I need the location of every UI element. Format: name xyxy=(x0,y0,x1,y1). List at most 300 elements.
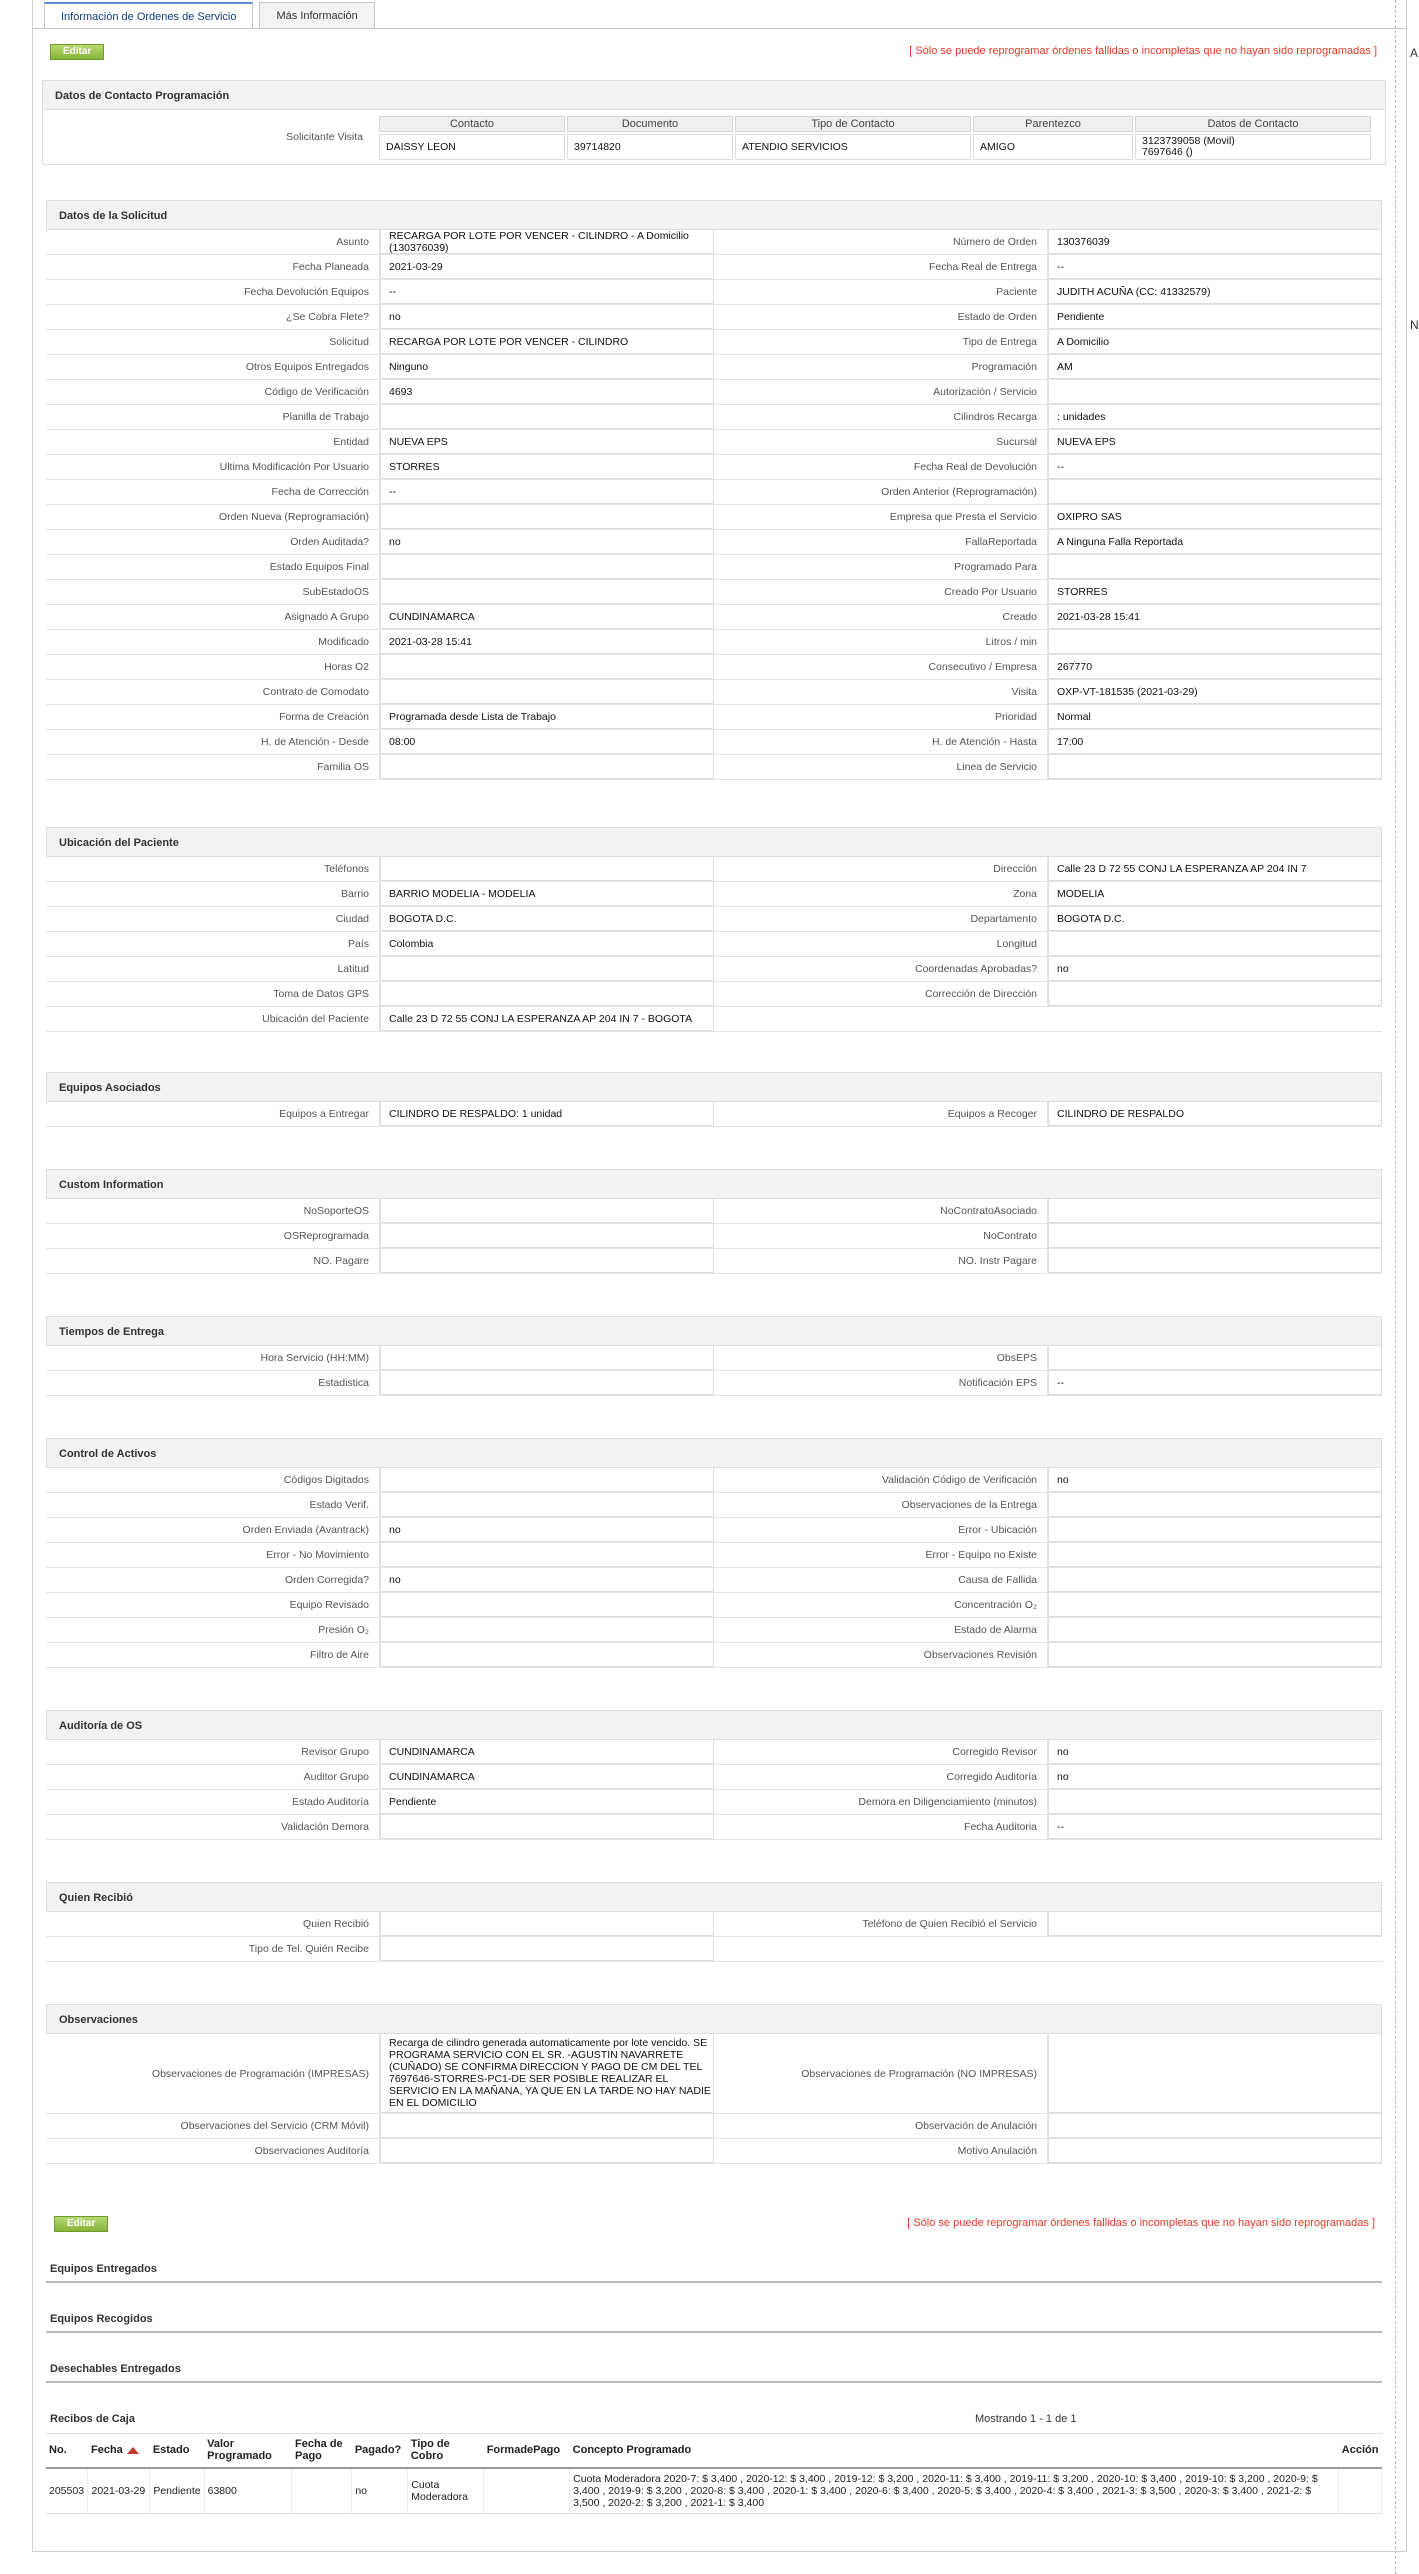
label-consecutivo-empresa: Consecutivo / Empresa xyxy=(714,655,1048,679)
section-solicitud xyxy=(46,200,1382,780)
label-observaciones-auditoria: Observaciones Auditoría xyxy=(46,2139,380,2163)
label-demora-en-diligenciamiento-minutos: Demora en Diligenciamiento (minutos) xyxy=(714,1790,1048,1814)
rule-entregados xyxy=(46,2281,1382,2283)
value-equipo-revisado xyxy=(380,1593,714,1617)
section-title: Tiempos de Entrega xyxy=(46,1316,1382,1346)
label-telefono-de-quien-recibio-el-servicio: Teléfono de Quien Recibió el Servicio xyxy=(714,1912,1048,1936)
label-no-instr-pagare: NO. Instr Pagare xyxy=(714,1249,1048,1273)
field-row xyxy=(46,2034,1382,2114)
label-h-de-atencion-hasta: H. de Atención - Hasta xyxy=(714,730,1048,754)
label-codigo-de-verificacion: Código de Verificación xyxy=(46,380,380,404)
col-datos-contacto: Datos de Contacto xyxy=(1135,116,1371,132)
value-paciente: JUDITH ACUÑA (CC: 41332579) xyxy=(1048,280,1382,304)
label-horas-o2: Horas O2 xyxy=(46,655,380,679)
label-motivo-anulacion: Motivo Anulación xyxy=(714,2139,1048,2163)
field-row xyxy=(46,555,1382,580)
label-entidad: Entidad xyxy=(46,430,380,454)
label-pais: País xyxy=(46,932,380,956)
label-litros-min: Litros / min xyxy=(714,630,1048,654)
col-fecha-pago[interactable]: Fecha de Pago xyxy=(292,2434,352,2468)
label-telefonos: Teléfonos xyxy=(46,857,380,881)
value-contrato-de-comodato xyxy=(380,680,714,704)
label-modificado: Modificado xyxy=(46,630,380,654)
col-forma-pago[interactable]: FormadePago xyxy=(484,2434,570,2468)
label-se-cobra-flete: ¿Se Cobra Flete? xyxy=(46,305,380,329)
label-filtro-de-aire: Filtro de Aire xyxy=(46,1643,380,1667)
section-title: Custom Information xyxy=(46,1169,1382,1199)
value-orden-auditada: no xyxy=(380,530,714,554)
section-activos xyxy=(46,1438,1382,1668)
label-contrato-de-comodato: Contrato de Comodato xyxy=(46,680,380,704)
value-numero-de-orden: 130376039 xyxy=(1048,230,1382,254)
label-ciudad: Ciudad xyxy=(46,907,380,931)
recibo-fecha-pago xyxy=(292,2468,352,2514)
col-tipo-cobro[interactable]: Tipo de Cobro xyxy=(408,2434,484,2468)
field-row xyxy=(46,1790,1382,1815)
value-fecha-auditoria: -- xyxy=(1048,1815,1382,1839)
field-row xyxy=(46,330,1382,355)
section-tiempos xyxy=(46,1316,1382,1396)
label-zona: Zona xyxy=(714,882,1048,906)
label-barrio: Barrio xyxy=(46,882,380,906)
recibo-pagado: no xyxy=(352,2468,408,2514)
section-title: Datos de la Solicitud xyxy=(46,200,1382,230)
value-error-no-movimiento xyxy=(380,1543,714,1567)
value-asignado-a-grupo: CUNDINAMARCA xyxy=(380,605,714,629)
label-obseps: ObsEPS xyxy=(714,1346,1048,1370)
value-notificacion-eps: -- xyxy=(1048,1371,1382,1395)
sort-ascending-icon xyxy=(127,2447,139,2454)
field-row xyxy=(46,1346,1382,1371)
value-estado-verif xyxy=(380,1493,714,1517)
label-programado-para: Programado Para xyxy=(714,555,1048,579)
value-entidad: NUEVA EPS xyxy=(380,430,714,454)
field-row xyxy=(46,1643,1382,1668)
value-forma-de-creacion: Programada desde Lista de Trabajo xyxy=(380,705,714,729)
value-nocontratoasociado xyxy=(1048,1199,1382,1223)
value-fecha-real-de-devolucion: -- xyxy=(1048,455,1382,479)
value-modificado: 2021-03-28 15:41 xyxy=(380,630,714,654)
label-otros-equipos-entregados: Otros Equipos Entregados xyxy=(46,355,380,379)
value-familia-os xyxy=(380,755,714,779)
value-linea-de-servicio xyxy=(1048,755,1382,779)
side-fragment-n: N xyxy=(1410,318,1419,332)
value-empresa-que-presta-el-servicio: OXIPRO SAS xyxy=(1048,505,1382,529)
label-fallareportada: FallaReportada xyxy=(714,530,1048,554)
label-longitud: Longitud xyxy=(714,932,1048,956)
label-asunto: Asunto xyxy=(46,230,380,254)
value-ubicacion-del-paciente: Calle 23 D 72 55 CONJ LA ESPERANZA AP 204 IN 7 - BOGOTA xyxy=(380,1007,714,1031)
value-telefono-de-quien-recibio-el-servicio xyxy=(1048,1912,1382,1936)
field-row xyxy=(46,982,1382,1007)
value-litros-min xyxy=(1048,630,1382,654)
label-prioridad: Prioridad xyxy=(714,705,1048,729)
label-direccion: Dirección xyxy=(714,857,1048,881)
label-cilindros-recarga: Cilindros Recarga xyxy=(714,405,1048,429)
col-fecha-label: Fecha xyxy=(90,2444,123,2457)
label-validacion-codigo-de-verificacion: Validación Código de Verificación xyxy=(714,1468,1048,1492)
field-row xyxy=(46,1199,1382,1224)
field-row xyxy=(46,932,1382,957)
field-row xyxy=(46,1593,1382,1618)
field-row xyxy=(46,907,1382,932)
recibos-table xyxy=(46,2433,1382,2514)
value-solicitud: RECARGA POR LOTE POR VENCER - CILINDRO xyxy=(380,330,714,354)
value-direccion: Calle 23 D 72 55 CONJ LA ESPERANZA AP 204 IN 7 xyxy=(1048,857,1382,881)
col-documento: Documento xyxy=(567,116,733,132)
field-row xyxy=(46,705,1382,730)
equipos-entregados-title: Equipos Entregados xyxy=(50,2263,157,2275)
value-consecutivo-empresa: 267770 xyxy=(1048,655,1382,679)
field-row xyxy=(46,280,1382,305)
label-concentracion-o: Concentración O₂ xyxy=(714,1593,1048,1617)
section-equipos xyxy=(46,1072,1382,1127)
value-obseps xyxy=(1048,1346,1382,1370)
field-row xyxy=(46,405,1382,430)
label-fecha-real-de-entrega: Fecha Real de Entrega xyxy=(714,255,1048,279)
solicitante-label: Solicitante Visita xyxy=(286,131,363,143)
field-row xyxy=(46,455,1382,480)
field-row xyxy=(46,1618,1382,1643)
value-estado-equipos-final xyxy=(380,555,714,579)
value-departamento: BOGOTA D.C. xyxy=(1048,907,1382,931)
field-row xyxy=(46,857,1382,882)
col-pagado[interactable]: Pagado? xyxy=(352,2434,408,2468)
field-row xyxy=(46,580,1382,605)
field-row xyxy=(46,1740,1382,1765)
field-row xyxy=(46,505,1382,530)
value-fecha-de-correccion: -- xyxy=(380,480,714,504)
pagination-text: Mostrando 1 - 1 de 1 xyxy=(975,2413,1077,2425)
field-row xyxy=(46,305,1382,330)
section-title: Equipos Asociados xyxy=(46,1072,1382,1102)
rule-desechables xyxy=(46,2381,1382,2383)
label-osreprogramada: OSReprogramada xyxy=(46,1224,380,1248)
equipos-recogidos-title: Equipos Recogidos xyxy=(50,2313,153,2325)
value-observaciones-de-programacion-impresas: Recarga de cilindro generada automaticamente por lote vencido. SE PROGRAMA SERVICIO CON EL SR. -AGUSTIN NAVARRETE (CUÑADO) SE CONFIRMA DIRECCION Y PAGO DE CM DEL TEL 7697646-STORRES-PC1-DE SER POSIBLE REALIZAR EL SERVICIO EN LA MAÑANA, YA QUE EN LA TARDE NO HAY NADIE EN EL DOMICILIO xyxy=(380,2034,714,2113)
section-title: Ubicación del Paciente xyxy=(46,827,1382,857)
label-auditor-grupo: Auditor Grupo xyxy=(46,1765,380,1789)
field-row xyxy=(46,355,1382,380)
label-familia-os: Familia OS xyxy=(46,755,380,779)
value-estado-de-alarma xyxy=(1048,1618,1382,1642)
field-row xyxy=(46,380,1382,405)
value-fecha-planeada: 2021-03-29 xyxy=(380,255,714,279)
value-observaciones-del-servicio-crm-movil xyxy=(380,2114,714,2138)
value-quien-recibio xyxy=(380,1912,714,1936)
recibo-valor: 63800 xyxy=(204,2468,292,2514)
field-row xyxy=(46,1007,1382,1032)
value-observacion-de-anulacion xyxy=(1048,2114,1382,2138)
label-latitud: Latitud xyxy=(46,957,380,981)
label-tipo-de-tel-quien-recibe: Tipo de Tel. Quién Recibe xyxy=(46,1937,380,1961)
value-motivo-anulacion xyxy=(1048,2139,1382,2163)
reprogram-warning-bottom: [ Sólo se puede reprogramar órdenes fallidas o incompletas que no hayan sido reprogramadas ] xyxy=(907,2217,1375,2229)
label-ultima-modificacion-por-usuario: Ultima Modificación Por Usuario xyxy=(46,455,380,479)
recibos-title: Recibos de Caja xyxy=(50,2413,135,2425)
value-codigos-digitados xyxy=(380,1468,714,1492)
field-row xyxy=(46,1493,1382,1518)
value-estado-de-orden: Pendiente xyxy=(1048,305,1382,329)
value-latitud xyxy=(380,957,714,981)
label-fecha-planeada: Fecha Planeada xyxy=(46,255,380,279)
value-orden-nueva-reprogramacion xyxy=(380,505,714,529)
label-error-equipo-no-existe: Error - Equipo no Existe xyxy=(714,1543,1048,1567)
tab-mas-informacion[interactable]: Más Información xyxy=(259,2,374,28)
contact-table-wrap xyxy=(42,110,1386,165)
label-corregido-revisor: Corregido Revisor xyxy=(714,1740,1048,1764)
value-demora-en-diligenciamiento-minutos xyxy=(1048,1790,1382,1814)
field-row xyxy=(46,605,1382,630)
value-programado-para xyxy=(1048,555,1382,579)
label-nocontrato: NoContrato xyxy=(714,1224,1048,1248)
contact-relationship: AMIGO xyxy=(973,134,1133,160)
value-ultima-modificacion-por-usuario: STORRES xyxy=(380,455,714,479)
label-h-de-atencion-desde: H. de Atención - Desde xyxy=(46,730,380,754)
desechables-title: Desechables Entregados xyxy=(50,2363,181,2375)
recibo-fecha: 2021-03-29 xyxy=(88,2468,150,2514)
label-visita: Visita xyxy=(714,680,1048,704)
contact-data: 3123739058 (Movil) 7697646 () xyxy=(1135,134,1371,160)
label-estado-de-alarma: Estado de Alarma xyxy=(714,1618,1048,1642)
value-orden-anterior-reprogramacion xyxy=(1048,480,1382,504)
section-title: Quien Recibió xyxy=(46,1882,1382,1912)
label-error-ubicacion: Error - Ubicación xyxy=(714,1518,1048,1542)
recibo-tipo-cobro: Cuota Moderadora xyxy=(408,2468,484,2514)
value-h-de-atencion-desde: 08:00 xyxy=(380,730,714,754)
value-correccion-de-direccion xyxy=(1048,982,1382,1006)
col-valor[interactable]: Valor Programado xyxy=(204,2434,292,2468)
label-toma-de-datos-gps: Toma de Datos GPS xyxy=(46,982,380,1006)
label-causa-de-fallida: Causa de Fallida xyxy=(714,1568,1048,1592)
label-nocontratoasociado: NoContratoAsociado xyxy=(714,1199,1048,1223)
value-visita: OXP-VT-181535 (2021-03-29) xyxy=(1048,680,1382,704)
section-quien xyxy=(46,1882,1382,1962)
label-estado-verif: Estado Verif. xyxy=(46,1493,380,1517)
field-row xyxy=(46,630,1382,655)
value-zona: MODELIA xyxy=(1048,882,1382,906)
value-otros-equipos-entregados: Ninguno xyxy=(380,355,714,379)
value-creado: 2021-03-28 15:41 xyxy=(1048,605,1382,629)
label-observaciones-revision: Observaciones Revisión xyxy=(714,1643,1048,1667)
section-title: Control de Activos xyxy=(46,1438,1382,1468)
value-horas-o2 xyxy=(380,655,714,679)
label-orden-enviada-avantrack: Orden Enviada (Avantrack) xyxy=(46,1518,380,1542)
field-row xyxy=(46,530,1382,555)
col-estado[interactable]: Estado xyxy=(150,2434,204,2468)
label-orden-nueva-reprogramacion: Orden Nueva (Reprogramación) xyxy=(46,505,380,529)
label-estadistica: Estadistica xyxy=(46,1371,380,1395)
value-longitud xyxy=(1048,932,1382,956)
value-fallareportada: A Ninguna Falla Reportada xyxy=(1048,530,1382,554)
field-row xyxy=(46,755,1382,780)
label-empresa-que-presta-el-servicio: Empresa que Presta el Servicio xyxy=(714,505,1048,529)
label-observaciones-del-servicio-crm-movil: Observaciones del Servicio (CRM Móvil) xyxy=(46,2114,380,2138)
value-cilindros-recarga: : unidades xyxy=(1048,405,1382,429)
recibo-forma-pago xyxy=(484,2468,570,2514)
value-creado-por-usuario: STORRES xyxy=(1048,580,1382,604)
value-orden-corregida: no xyxy=(380,1568,714,1592)
field-row xyxy=(46,957,1382,982)
value-telefonos xyxy=(380,857,714,881)
label-linea-de-servicio: Linea de Servicio xyxy=(714,755,1048,779)
value-error-equipo-no-existe xyxy=(1048,1543,1382,1567)
value-fecha-real-de-entrega: -- xyxy=(1048,255,1382,279)
value-observaciones-revision xyxy=(1048,1643,1382,1667)
rule-recogidos xyxy=(46,2331,1382,2333)
label-programacion: Programación xyxy=(714,355,1048,379)
section-title: Datos de Contacto Programación xyxy=(42,80,1386,110)
label-orden-auditada: Orden Auditada? xyxy=(46,530,380,554)
value-estadistica xyxy=(380,1371,714,1395)
value-h-de-atencion-hasta: 17:00 xyxy=(1048,730,1382,754)
label-estado-de-orden: Estado de Orden xyxy=(714,305,1048,329)
label-fecha-real-de-devolucion: Fecha Real de Devolución xyxy=(714,455,1048,479)
label-fecha-auditoria: Fecha Auditoria xyxy=(714,1815,1048,1839)
label-paciente: Paciente xyxy=(714,280,1048,304)
label-codigos-digitados: Códigos Digitados xyxy=(46,1468,380,1492)
label-equipos-a-entregar: Equipos a Entregar xyxy=(46,1102,380,1126)
label-observaciones-de-programacion-no-impresas: Observaciones de Programación (NO IMPRESAS) xyxy=(714,2034,1048,2113)
label-equipo-revisado: Equipo Revisado xyxy=(46,1593,380,1617)
label-error-no-movimiento: Error - No Movimiento xyxy=(46,1543,380,1567)
label-forma-de-creacion: Forma de Creación xyxy=(46,705,380,729)
label-notificacion-eps: Notificación EPS xyxy=(714,1371,1048,1395)
recibo-accion[interactable] xyxy=(1339,2468,1382,2514)
value-pais: Colombia xyxy=(380,932,714,956)
label-creado: Creado xyxy=(714,605,1048,629)
value-osreprogramada xyxy=(380,1224,714,1248)
label-observaciones-de-la-entrega: Observaciones de la Entrega xyxy=(714,1493,1048,1517)
label-coordenadas-aprobadas: Coordenadas Aprobadas? xyxy=(714,957,1048,981)
label-correccion-de-direccion: Corrección de Dirección xyxy=(714,982,1048,1006)
tab-bar xyxy=(44,2,381,28)
value-equipos-a-entregar: CILINDRO DE RESPALDO: 1 unidad xyxy=(380,1102,714,1126)
field-row xyxy=(46,655,1382,680)
value-orden-enviada-avantrack: no xyxy=(380,1518,714,1542)
side-fragment-a: A xyxy=(1410,46,1419,60)
value-coordenadas-aprobadas: no xyxy=(1048,957,1382,981)
field-row xyxy=(46,882,1382,907)
value-validacion-codigo-de-verificacion: no xyxy=(1048,1468,1382,1492)
contact-type: ATENDIO SERVICIOS xyxy=(735,134,971,160)
value-corregido-revisor: no xyxy=(1048,1740,1382,1764)
field-row xyxy=(46,230,1382,255)
value-nosoporteos xyxy=(380,1199,714,1223)
field-row xyxy=(46,480,1382,505)
edit-button-bottom[interactable]: Editar xyxy=(54,2216,108,2232)
field-row xyxy=(46,1249,1382,1274)
field-row xyxy=(46,1912,1382,1937)
value-barrio: BARRIO MODELIA - MODELIA xyxy=(380,882,714,906)
section-ubicacion xyxy=(46,827,1382,1032)
value-sucursal: NUEVA EPS xyxy=(1048,430,1382,454)
label-nosoporteos: NoSoporteOS xyxy=(46,1199,380,1223)
contact-table xyxy=(377,114,1373,162)
edit-button-top[interactable]: Editar xyxy=(50,44,104,60)
label-estado-auditoria: Estado Auditoría xyxy=(46,1790,380,1814)
col-no[interactable]: No. xyxy=(46,2434,88,2468)
value-corregido-auditoria: no xyxy=(1048,1765,1382,1789)
label-validacion-demora: Validación Demora xyxy=(46,1815,380,1839)
field-row xyxy=(46,680,1382,705)
field-row xyxy=(46,1102,1382,1127)
label-no-pagare: NO. Pagare xyxy=(46,1249,380,1273)
value-asunto: RECARGA POR LOTE POR VENCER - CILINDRO - A Domicilio (130376039) xyxy=(380,230,714,254)
value-prioridad: Normal xyxy=(1048,705,1382,729)
field-row xyxy=(46,2139,1382,2164)
panel-divider xyxy=(1395,0,1396,2574)
col-concepto[interactable]: Concepto Programado xyxy=(570,2434,1339,2468)
value-validacion-demora xyxy=(380,1815,714,1839)
value-tipo-de-tel-quien-recibe xyxy=(380,1937,714,1961)
field-row xyxy=(46,1937,1382,1962)
col-fecha[interactable] xyxy=(88,2434,150,2468)
value-toma-de-datos-gps xyxy=(380,982,714,1006)
value-hora-servicio-hh-mm xyxy=(380,1346,714,1370)
value-observaciones-auditoria xyxy=(380,2139,714,2163)
value-equipos-a-recoger: CILINDRO DE RESPALDO xyxy=(1048,1102,1382,1126)
field-row xyxy=(46,1568,1382,1593)
label-planilla-de-trabajo: Planilla de Trabajo xyxy=(46,405,380,429)
label-revisor-grupo: Revisor Grupo xyxy=(46,1740,380,1764)
field-row xyxy=(46,1468,1382,1493)
label-tipo-de-entrega: Tipo de Entrega xyxy=(714,330,1048,354)
field-row xyxy=(46,430,1382,455)
value-codigo-de-verificacion: 4693 xyxy=(380,380,714,404)
table-row xyxy=(46,2468,1382,2514)
value-autorizacion-servicio xyxy=(1048,380,1382,404)
label-ubicacion-del-paciente: Ubicación del Paciente xyxy=(46,1007,380,1031)
field-row xyxy=(46,1371,1382,1396)
label-equipos-a-recoger: Equipos a Recoger xyxy=(714,1102,1048,1126)
field-row xyxy=(46,1543,1382,1568)
label-orden-corregida: Orden Corregida? xyxy=(46,1568,380,1592)
label-observaciones-de-programacion-impresas: Observaciones de Programación (IMPRESAS) xyxy=(46,2034,380,2113)
section-contacto xyxy=(42,80,1386,165)
label-departamento: Departamento xyxy=(714,907,1048,931)
section-title: Auditoría de OS xyxy=(46,1710,1382,1740)
field-row xyxy=(46,730,1382,755)
reprogram-warning-top: [ Sólo se puede reprogramar órdenes fallidas o incompletas que no hayan sido reprogramadas ] xyxy=(909,45,1377,57)
value-filtro-de-aire xyxy=(380,1643,714,1667)
label-presion-o: Presión O₂ xyxy=(46,1618,380,1642)
section-title: Observaciones xyxy=(46,2004,1382,2034)
field-row xyxy=(46,1815,1382,1840)
value-concentracion-o xyxy=(1048,1593,1382,1617)
value-observaciones-de-la-entrega xyxy=(1048,1493,1382,1517)
tab-informacion-ordenes[interactable]: Información de Ordenes de Servicio xyxy=(44,2,253,28)
value-tipo-de-entrega: A Domicilio xyxy=(1048,330,1382,354)
label-fecha-de-correccion: Fecha de Corrección xyxy=(46,480,380,504)
label-numero-de-orden: Número de Orden xyxy=(714,230,1048,254)
label-creado-por-usuario: Creado Por Usuario xyxy=(714,580,1048,604)
col-accion: Acción xyxy=(1339,2434,1382,2468)
value-revisor-grupo: CUNDINAMARCA xyxy=(380,1740,714,1764)
recibo-no: 205503 xyxy=(46,2468,88,2514)
label-sucursal: Sucursal xyxy=(714,430,1048,454)
value-se-cobra-flete: no xyxy=(380,305,714,329)
value-planilla-de-trabajo xyxy=(380,405,714,429)
col-tipo-contacto: Tipo de Contacto xyxy=(735,116,971,132)
field-row xyxy=(46,2114,1382,2139)
value-programacion: AM xyxy=(1048,355,1382,379)
recibo-concepto: Cuota Moderadora 2020-7: $ 3,400 , 2020-12: $ 3,400 , 2019-12: $ 3,200 , 2020-11: $ 3,400 , 2019-11: $ 3,200 , 2020-10: $ 3,400 , 2019-10: $ 3,200 , 2020-9: $ 3,400 , 2019-9: $ 3,200 , 2020-8: $ 3,400 , 2020-1: $ 3,400 , 2020-6: $ 3,400 , 2020-5: $ 3,400 , 2020-4: $ 3,400 , 2021-3: $ 3,500 , 2020-3: $ 3,400 , 2021-2: $ 3,500 , 2020-2: $ 3,200 , 2021-1: $ 3,400 xyxy=(570,2468,1339,2514)
label-subestadoos: SubEstadoOS xyxy=(46,580,380,604)
label-observacion-de-anulacion: Observación de Anulación xyxy=(714,2114,1048,2138)
section-custom xyxy=(46,1169,1382,1274)
col-parentezco: Parentezco xyxy=(973,116,1133,132)
